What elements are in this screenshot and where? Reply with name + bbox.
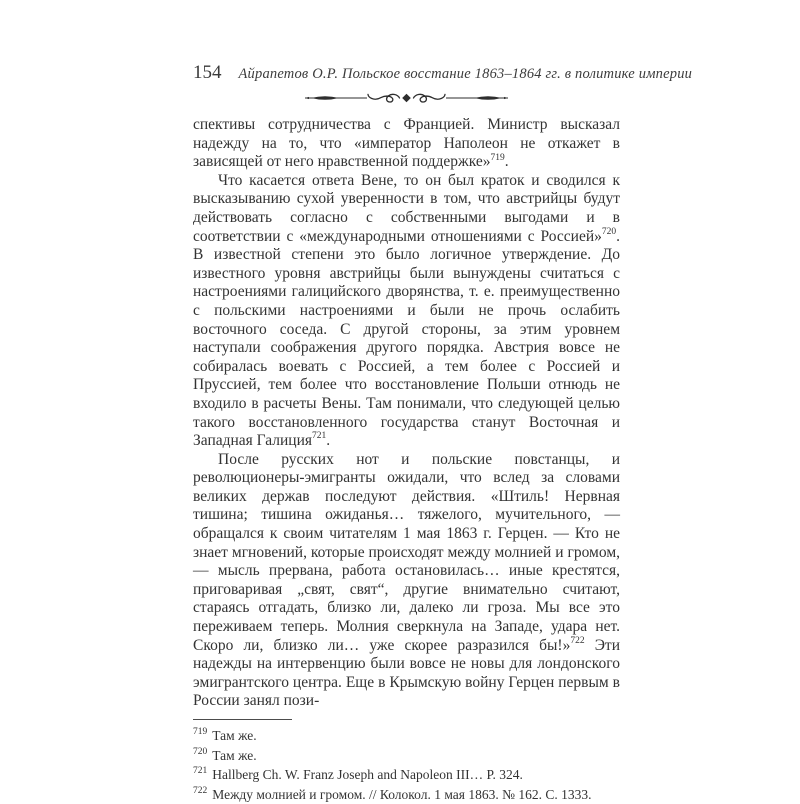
page-content (193, 62, 620, 804)
running-title: Айрапетов О.Р. Польское восстание 1863–1864 гг. в политике империи (239, 66, 693, 83)
paragraph: Что касается ответа Вене, то он был краток и сводился к высказыванию сухой уверенности в том, что австрийцы будут действовать согласно с собственными выгодами и в соответствии с «международными отношениями с Россией»$^{720}$. В известной степени это было логичное утверждение. До известного уровня австрийцы были вынуждены считаться с настроениями галицийского дворянства, т. е. преимущественно с польскими настроениями и были не прочь ослабить восточного соседа. С другой стороны, за этим уровнем наступали соображения другого порядка. Австрия вовсе не собиралась воевать с Россией, а тем более с Россией и Пруссией, тем более что восстановление Польши отнюдь не входило в расчеты Вены. Там понимали, что следующей целью такого восстановленного государства станут Восточная и Западная Галиция$^{721}$. (193, 172, 620, 451)
footnotes-list (193, 726, 620, 804)
footnote-text: Там же. (212, 728, 256, 743)
footnote-number: 721 (193, 766, 207, 776)
footnote (193, 746, 620, 766)
footnote-number: 719 (193, 727, 207, 737)
footnote-text: Между молнией и громом. // Колокол. 1 мая 1863. № 162. С. 1333. (212, 787, 591, 802)
footnote-text: Hallberg Ch. W. Franz Joseph and Napoleon III… P. 324. (212, 767, 523, 782)
footnote (193, 785, 620, 804)
footnote-ref: 721 (312, 431, 326, 441)
footnote-number: 720 (193, 747, 207, 757)
page-number: 154 (193, 62, 222, 84)
footnote-divider (193, 719, 292, 720)
footnote-ref: 720 (602, 227, 616, 237)
footnote (193, 726, 620, 746)
footnote (193, 765, 620, 785)
page-header (193, 62, 620, 84)
footnote-number: 722 (193, 786, 207, 796)
paragraph: спективы сотрудничества с Францией. Министр высказал надежду на то, что «император Наполеон не откажет в зависящей от него нравственной поддержке»$^{719}$. (193, 116, 620, 172)
footnote-text: Там же. (212, 748, 256, 763)
divider-ornament-icon (304, 91, 509, 105)
footnote-ref: 719 (490, 153, 504, 163)
paragraph: После русских нот и польские повстанцы, и революционеры-эмигранты ожидали, что вслед за словами великих держав последуют действия. «Штиль! Нервная тишина; тишина ожиданья… тяжелого, мучительного, — обращался к своим читателям 1 мая 1863 г. Герцен. — Кто не знает мгновений, которые происходят между молнией и громом, — мысль прервана, работа остановилась… иные крестятся, приговаривая „свят, свят“, другие внимательно считают, стараясь отгадать, близко ли, далеко ли гроза. Мы все это переживаем теперь. Молния сверкнула на Западе, удара нет. Скоро ли, близко ли… уже скорее разразился бы!»$^{722}$ Эти надежды на интервенцию были вовсе не новы для лондонского эмигрантского центра. Еще в Крымскую войну Герцен первым в России занял пози- (193, 451, 620, 711)
body-text (193, 116, 620, 711)
footnote-ref: 722 (570, 636, 584, 646)
